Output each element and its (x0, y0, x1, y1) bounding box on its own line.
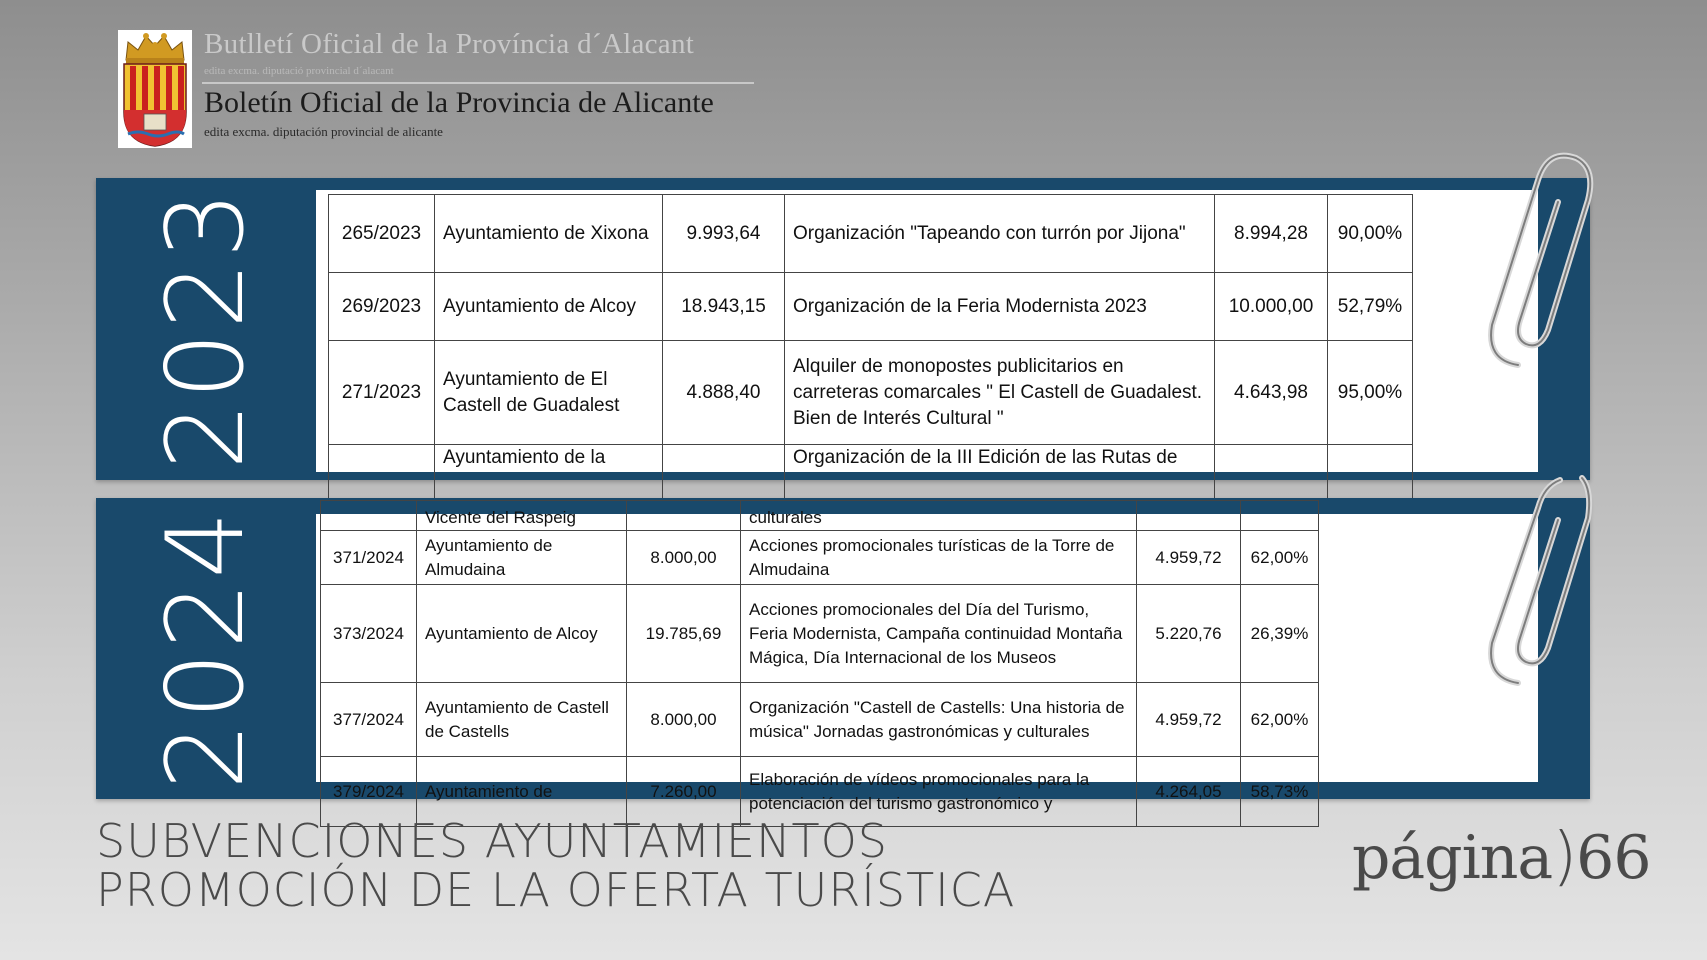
expedient-cell: 271/2023 (329, 341, 435, 445)
grant-cell (1137, 501, 1241, 531)
header-divider (202, 82, 754, 84)
table-row (321, 501, 1319, 531)
percentage-cell: 52,79% (1328, 273, 1413, 341)
percentage-cell: 58,73% (1241, 757, 1319, 827)
activity-cell: Alquiler de monopostes publicitarios en carreteras comarcales " El Castell de Guadalest. Bien de Interés Cultural " (785, 341, 1215, 445)
budget-cell: 7.260,00 (627, 757, 741, 827)
grant-cell: 4.643,98 (1215, 341, 1328, 445)
grant-cell (1215, 445, 1328, 505)
table-row (329, 341, 1413, 445)
grant-cell: 4.264,05 (1137, 757, 1241, 827)
budget-cell: 18.943,15 (663, 273, 785, 341)
expedient-cell: 269/2023 (329, 273, 435, 341)
bulletin-title-spanish: Boletín Oficial de la Provincia de Alicante (204, 86, 714, 119)
activity-cell: Organización de la Feria Modernista 2023 (785, 273, 1215, 341)
budget-cell (627, 501, 741, 531)
document-excerpt (316, 508, 1538, 813)
entity-cell: Ayuntamiento de Castell de Castells (417, 683, 627, 757)
expedient-cell (329, 445, 435, 505)
logo-number: 66 (1576, 823, 1651, 893)
activity-cell: Acciones promocionales del Día del Turismo, Feria Modernista, Campaña continuidad Montaña Mágica, Día Internacional de los Museos (741, 585, 1137, 683)
percentage-cell: 95,00% (1328, 341, 1413, 445)
table-row (329, 273, 1413, 341)
footer-title-line2: PROMOCIÓN DE LA OFERTA TURÍSTICA (96, 863, 1016, 917)
grants-table (328, 194, 1413, 505)
entity-cell: Ayuntamiento de El Castell de Guadalest (435, 341, 663, 445)
entity-cell: Ayuntamiento de (417, 757, 627, 827)
activity-cell: culturales (741, 501, 1137, 531)
entity-cell: Vicente del Raspeig (417, 501, 627, 531)
activity-cell: Organización "Castell de Castells: Una historia de música" Jornadas gastronómicas y culturales (741, 683, 1137, 757)
year-label: 2023 (144, 188, 268, 470)
budget-cell: 8.000,00 (627, 683, 741, 757)
activity-cell: Organización de la III Edición de las Rutas de (785, 445, 1215, 505)
table-row (329, 195, 1413, 273)
table-row (321, 585, 1319, 683)
document-excerpt (316, 190, 1538, 472)
footer-title-line1: SUBVENCIONES AYUNTAMIENTOS (96, 814, 889, 868)
budget-cell (663, 445, 785, 505)
entity-cell: Ayuntamiento de la (435, 445, 663, 505)
bulletin-subtitle-catalan: edita excma. diputació provincial d´alacant (204, 65, 394, 77)
budget-cell: 9.993,64 (663, 195, 785, 273)
paper-clip-icon (1478, 478, 1598, 688)
activity-cell: Acciones promocionales turísticas de la Torre de Almudaina (741, 531, 1137, 585)
year-label: 2024 (144, 507, 268, 790)
percentage-cell: 26,39% (1241, 585, 1319, 683)
entity-cell: Ayuntamiento de Alcoy (417, 585, 627, 683)
logo-paren: ) (1552, 820, 1577, 894)
percentage-cell: 62,00% (1241, 683, 1319, 757)
expedient-cell: 265/2023 (329, 195, 435, 273)
activity-cell: Organización "Tapeando con turrón por Jijona" (785, 195, 1215, 273)
percentage-cell (1241, 501, 1319, 531)
year-band-2023 (96, 178, 1590, 480)
entity-cell: Ayuntamiento de Alcoy (435, 273, 663, 341)
entity-cell: Ayuntamiento de Xixona (435, 195, 663, 273)
logo-word: página (1352, 823, 1553, 893)
provincial-coat-of-arms (118, 30, 192, 148)
percentage-cell (1328, 445, 1413, 505)
expedient-cell: 379/2024 (321, 757, 417, 827)
budget-cell: 4.888,40 (663, 341, 785, 445)
grant-cell: 8.994,28 (1215, 195, 1328, 273)
pagina66-logo (1352, 820, 1651, 900)
table-row (329, 445, 1413, 505)
percentage-cell: 90,00% (1328, 195, 1413, 273)
expedient-cell: 377/2024 (321, 683, 417, 757)
entity-cell: Ayuntamiento de Almudaina (417, 531, 627, 585)
expedient-cell: 373/2024 (321, 585, 417, 683)
budget-cell: 19.785,69 (627, 585, 741, 683)
bulletin-subtitle-spanish: edita excma. diputación provincial de alicante (204, 124, 443, 139)
year-band-2024 (96, 498, 1590, 813)
percentage-cell: 62,00% (1241, 531, 1319, 585)
budget-cell: 8.000,00 (627, 531, 741, 585)
bulletin-title-catalan: Butlletí Oficial de la Província d´Alacant (204, 28, 695, 60)
table-row (321, 531, 1319, 585)
grant-cell: 4.959,72 (1137, 683, 1241, 757)
grant-cell: 5.220,76 (1137, 585, 1241, 683)
grants-table (320, 500, 1319, 827)
grant-cell: 4.959,72 (1137, 531, 1241, 585)
expedient-cell: 371/2024 (321, 531, 417, 585)
paper-clip-icon (1478, 140, 1598, 380)
activity-cell: Elaboración de vídeos promocionales para la potenciación del turismo gastronómico y (741, 757, 1137, 827)
table-row (321, 683, 1319, 757)
expedient-cell (321, 501, 417, 531)
grant-cell: 10.000,00 (1215, 273, 1328, 341)
